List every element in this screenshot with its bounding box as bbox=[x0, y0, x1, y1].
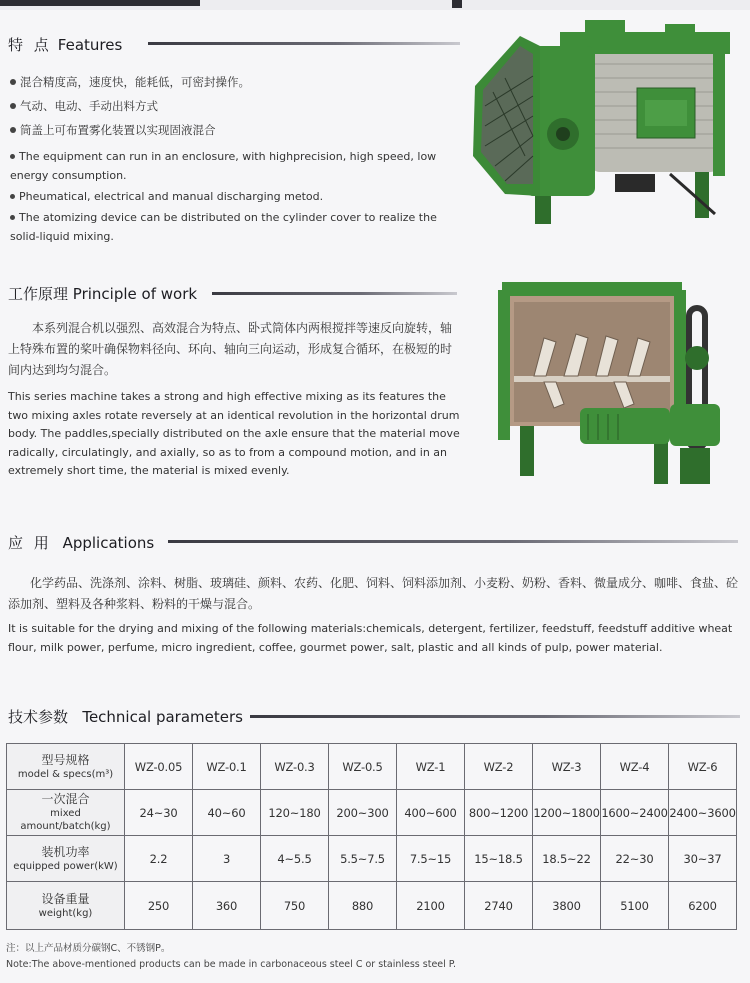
table-cell: WZ-0.5 bbox=[329, 744, 397, 790]
table-cell: 5.5~7.5 bbox=[329, 836, 397, 882]
table-row bbox=[7, 836, 737, 882]
principle-title-cn: 工作原理 bbox=[8, 285, 69, 303]
feature-bullet-en-3: The atomizing device can be distributed on the cylinder cover to realize the solid-liquid mixing. bbox=[10, 211, 437, 243]
table-cell: WZ-1 bbox=[397, 744, 465, 790]
table-cell: 2740 bbox=[465, 882, 533, 930]
table-cell: 1200~1800 bbox=[533, 790, 601, 836]
mixer-machine-photo bbox=[465, 16, 750, 238]
table-cell: WZ-0.3 bbox=[261, 744, 329, 790]
feature-bullet-cn-2: 气动、电动、手动出料方式 bbox=[10, 99, 450, 114]
technical-table bbox=[6, 743, 737, 930]
feature-bullet-cn-1: 混合精度高，速度快，能耗低，可密封操作。 bbox=[10, 75, 450, 90]
applications-title-en: Applications bbox=[62, 534, 155, 552]
features-title-en: Features bbox=[57, 36, 123, 54]
principle-text-cn: 本系列混合机以强烈、高效混合为特点、卧式筒体内两根搅拌等速反向旋转，轴上特殊布置的桨叶确保物料径向、环向、轴向三向运动，形成复合循环，在极短的时间内达到均匀混合。 bbox=[8, 321, 453, 377]
bullet-dot bbox=[10, 154, 15, 159]
principle-title-en: Principle of work bbox=[72, 285, 198, 303]
table-cell: 30~37 bbox=[669, 836, 737, 882]
bullet-dot bbox=[10, 194, 15, 199]
table-cell: WZ-2 bbox=[465, 744, 533, 790]
features-heading bbox=[8, 34, 122, 55]
applications-text-en: It is suitable for the drying and mixing of the following materials:chemicals, detergent, fertilizer, feedstuff, feedstuff additive wheat flour, milk power, perfume, micro ingredient, coffee, gourmet power, salt, plastic and all kinds of pulp, power material. bbox=[8, 622, 733, 654]
note-cn: 注：以上产品材质分碳钢C、不锈钢P。 bbox=[6, 943, 171, 954]
table-cell: WZ-4 bbox=[601, 744, 669, 790]
table-cell: WZ-0.1 bbox=[193, 744, 261, 790]
mixer-interior-photo bbox=[484, 268, 744, 496]
table-cell: 3 bbox=[193, 836, 261, 882]
row-label: 型号规格 model & specs(m³) bbox=[7, 744, 125, 790]
technical-table-wrap bbox=[6, 743, 737, 930]
note-en: Note:The above-mentioned products can be made in carbonaceous steel C or stainless steel P. bbox=[6, 959, 457, 970]
table-cell: 120~180 bbox=[261, 790, 329, 836]
table-cell: 200~300 bbox=[329, 790, 397, 836]
table-cell: 2100 bbox=[397, 882, 465, 930]
row-label: 装机功率 equipped power(kW) bbox=[7, 836, 125, 882]
table-cell: 6200 bbox=[669, 882, 737, 930]
technical-rule bbox=[250, 715, 740, 718]
top-banner bbox=[0, 0, 200, 6]
bullet-dot bbox=[10, 215, 15, 220]
table-row bbox=[7, 882, 737, 930]
principle-text-en: This series machine takes a strong and high effective mixing as its features the two mixing axles rotate reversely at an identical revolution in the horizontal drum body. The paddles,specially distributed on the axle ensure that the material move radically, circulatingly, and axially, so as to from a compound motion, and in an extremely short time, the material is mixed evenly. bbox=[8, 390, 460, 477]
table-cell: 40~60 bbox=[193, 790, 261, 836]
table-cell: 250 bbox=[125, 882, 193, 930]
table-cell: WZ-3 bbox=[533, 744, 601, 790]
table-cell: 2400~3600 bbox=[669, 790, 737, 836]
table-row bbox=[7, 744, 737, 790]
table-row bbox=[7, 790, 737, 836]
feature-bullet-cn-3: 筒盖上可布置雾化装置以实现固液混合 bbox=[10, 123, 450, 138]
table-cell: 15~18.5 bbox=[465, 836, 533, 882]
table-cell: 5100 bbox=[601, 882, 669, 930]
table-cell: 360 bbox=[193, 882, 261, 930]
table-cell: 4~5.5 bbox=[261, 836, 329, 882]
applications-heading bbox=[8, 532, 154, 553]
principle-rule bbox=[212, 292, 457, 295]
feature-bullet-en-1: The equipment can run in an enclosure, with highprecision, high speed, low energy consumption. bbox=[10, 150, 437, 182]
table-cell: 800~1200 bbox=[465, 790, 533, 836]
applications-title-cn: 应 用 bbox=[8, 534, 52, 552]
technical-title-en: Technical parameters bbox=[82, 708, 243, 726]
features-rule bbox=[148, 42, 460, 45]
table-cell: 2.2 bbox=[125, 836, 193, 882]
table-cell: 1600~2400 bbox=[601, 790, 669, 836]
table-cell: 400~600 bbox=[397, 790, 465, 836]
table-cell: 24~30 bbox=[125, 790, 193, 836]
bullet-dot bbox=[10, 103, 16, 109]
technical-heading bbox=[8, 706, 243, 727]
table-cell: WZ-0.05 bbox=[125, 744, 193, 790]
table-cell: 18.5~22 bbox=[533, 836, 601, 882]
table-cell: 7.5~15 bbox=[397, 836, 465, 882]
bullet-dot bbox=[10, 127, 16, 133]
table-cell: 3800 bbox=[533, 882, 601, 930]
bullet-dot bbox=[10, 79, 16, 85]
row-label: 设备重量 weight(kg) bbox=[7, 882, 125, 930]
table-cell: WZ-6 bbox=[669, 744, 737, 790]
features-title-cn: 特 点 bbox=[8, 36, 52, 54]
technical-title-cn: 技术参数 bbox=[8, 708, 69, 726]
feature-bullet-en-2: Pheumatical, electrical and manual discharging metod. bbox=[10, 188, 462, 207]
table-cell: 880 bbox=[329, 882, 397, 930]
table-cell: 750 bbox=[261, 882, 329, 930]
top-banner-mark bbox=[452, 0, 462, 8]
table-cell: 22~30 bbox=[601, 836, 669, 882]
principle-heading bbox=[8, 283, 197, 304]
applications-rule bbox=[168, 540, 738, 543]
applications-text-cn: 化学药品、洗涤剂、涂料、树脂、玻璃硅、颜料、农药、化肥、饲料、饲料添加剂、小麦粉、奶粉、香料、微量成分、咖啡、食盐、砼添加剂、塑料及各种浆料、粉料的干燥与混合。 bbox=[8, 576, 739, 611]
row-label: 一次混合 mixed amount/batch(kg) bbox=[7, 790, 125, 836]
